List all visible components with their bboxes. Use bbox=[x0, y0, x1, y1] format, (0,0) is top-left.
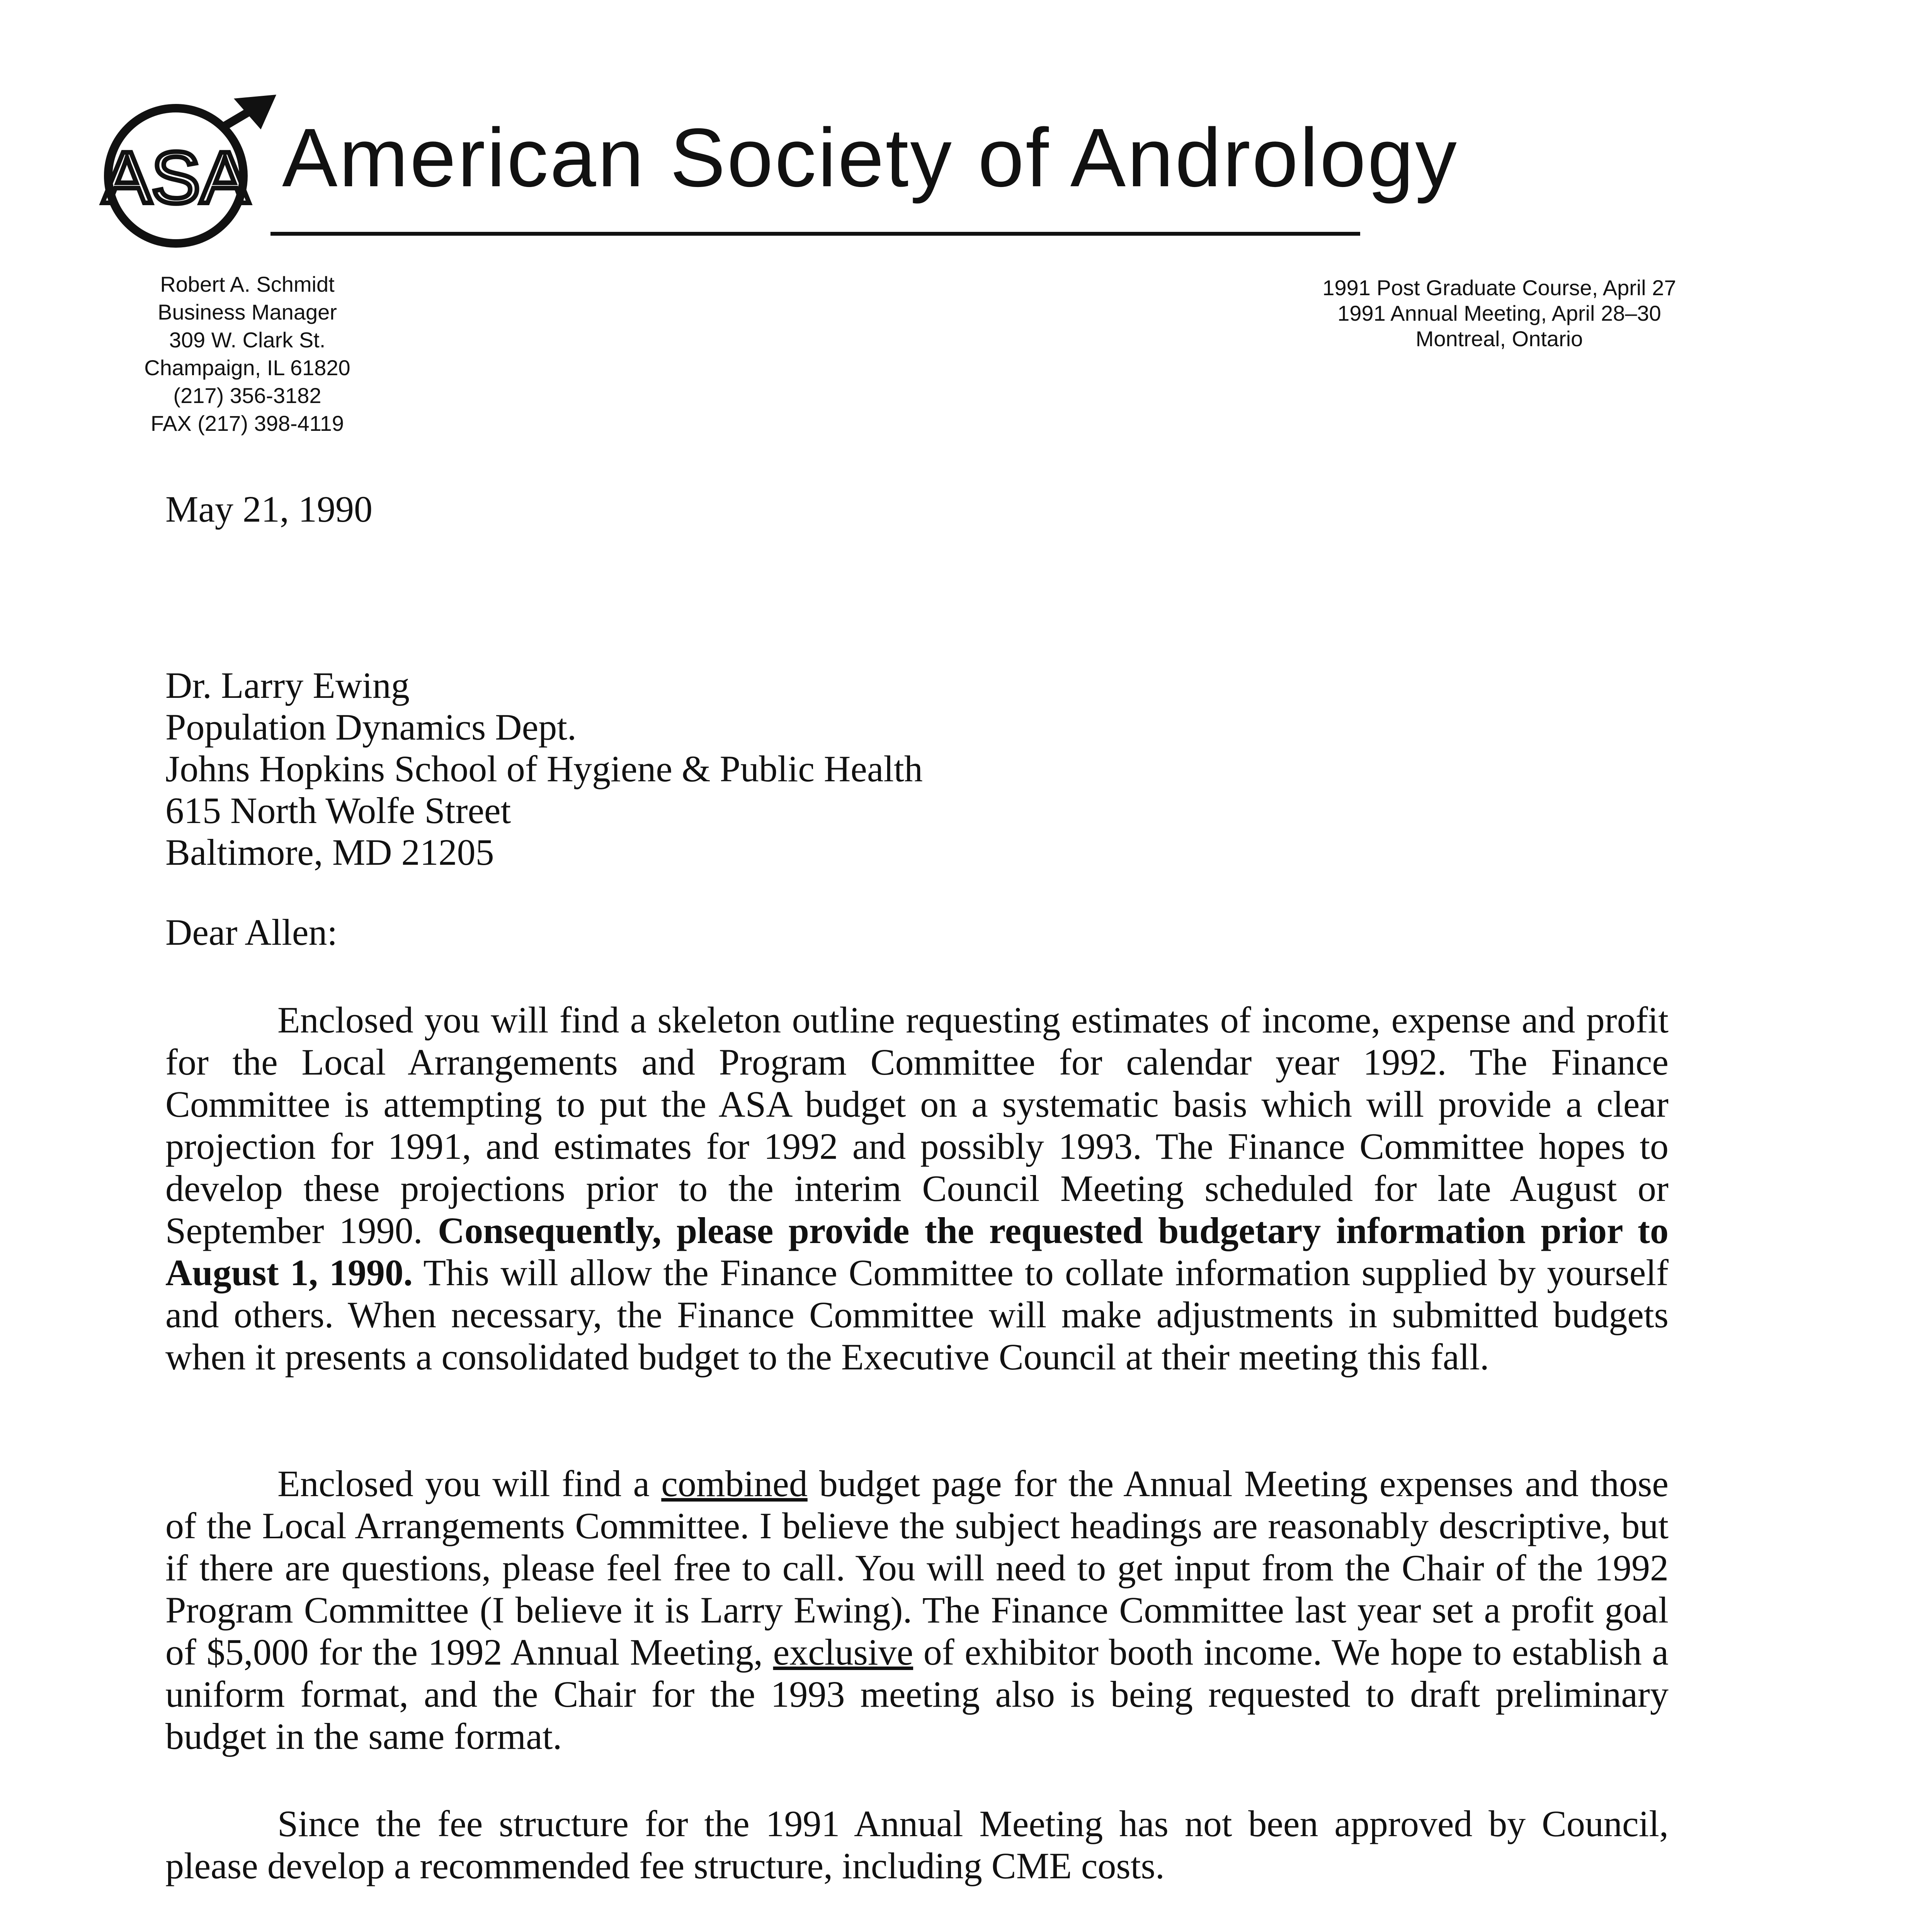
recipient-line: Dr. Larry Ewing bbox=[165, 665, 410, 706]
p2-underlined-combined: combined bbox=[661, 1463, 808, 1504]
sender-line: Business Manager bbox=[158, 300, 337, 324]
letterhead-rule bbox=[270, 232, 1360, 236]
organization-name: American Society of Andrology bbox=[282, 111, 1458, 204]
salutation: Dear Allen: bbox=[165, 912, 338, 953]
sender-line: Champaign, IL 61820 bbox=[144, 355, 350, 380]
recipient-line: Baltimore, MD 21205 bbox=[165, 832, 494, 873]
meeting-line: 1991 Post Graduate Course, April 27 bbox=[1322, 276, 1676, 300]
body-paragraph-2 bbox=[165, 1463, 1669, 1757]
meeting-info bbox=[1267, 275, 1731, 352]
p2-text-end: of exhibitor booth income. We hope to establish a uniform format, and the Chair for the 1993 meeting also is being requested to draft preliminary budget in the same format. bbox=[165, 1631, 1669, 1757]
p2-text: Enclosed you will find a bbox=[277, 1463, 662, 1504]
recipient-address bbox=[165, 665, 923, 873]
recipient-line: Johns Hopkins School of Hygiene & Public Health bbox=[165, 748, 923, 789]
p1-deadline-bold: Consequently, please provide the requested budgetary information prior to August 1, 1990. bbox=[165, 1210, 1669, 1293]
logo-monogram: ASA bbox=[102, 137, 250, 219]
sender-line: FAX (217) 398-4119 bbox=[150, 411, 344, 435]
body-paragraph-3: Since the fee structure for the 1991 Annual Meeting has not been approved by Council, please develop a recommended fee structure, including CME costs. bbox=[165, 1803, 1669, 1886]
p1-text-end: This will allow the Finance Committee to collate information supplied by yourself and others. When necessary, the Finance Committee will make adjustments in submitted budgets when it presents a consolidated budget to the Executive Council at their meeting this fall. bbox=[165, 1252, 1669, 1378]
asa-logo-icon bbox=[99, 95, 299, 257]
letter-date: May 21, 1990 bbox=[165, 488, 373, 530]
body-paragraph-1 bbox=[165, 999, 1669, 1378]
p1-text: Enclosed you will find a skeleton outline requesting estimates of income, expense and profit for the Local Arrangements and Program Committee for calendar year 1992. The Finance Committee is attempting to put the ASA budget on a systematic basis which will provide a clear projection for 1991, and estimates for 1992 and possibly 1993. The Finance Committee hopes to develop these projections prior to the interim Council Meeting scheduled for late August or September 1990. bbox=[165, 999, 1669, 1251]
recipient-line: Population Dynamics Dept. bbox=[165, 706, 577, 748]
sender-line: Robert A. Schmidt bbox=[160, 272, 335, 296]
sender-line: 309 W. Clark St. bbox=[169, 328, 326, 352]
p2-text-mid: budget page for the Annual Meeting expenses and those of the Local Arrangements Committee. I believe the subject headings are reasonably descriptive, but if there are questions, please feel free to call. You will need to get input from the Chair of the 1992 Program Committee (I believe it is Larry Ewing). The Finance Committee last year set a profit goal of $5,000 for the 1992 Annual Meeting, bbox=[165, 1463, 1669, 1673]
meeting-line: 1991 Annual Meeting, April 28–30 bbox=[1337, 301, 1661, 325]
meeting-line: Montreal, Ontario bbox=[1415, 327, 1583, 351]
recipient-line: 615 North Wolfe Street bbox=[165, 790, 511, 831]
sender-address bbox=[104, 270, 390, 437]
p2-underlined-exclusive: exclusive bbox=[773, 1631, 913, 1673]
sender-line: (217) 356-3182 bbox=[173, 383, 321, 408]
